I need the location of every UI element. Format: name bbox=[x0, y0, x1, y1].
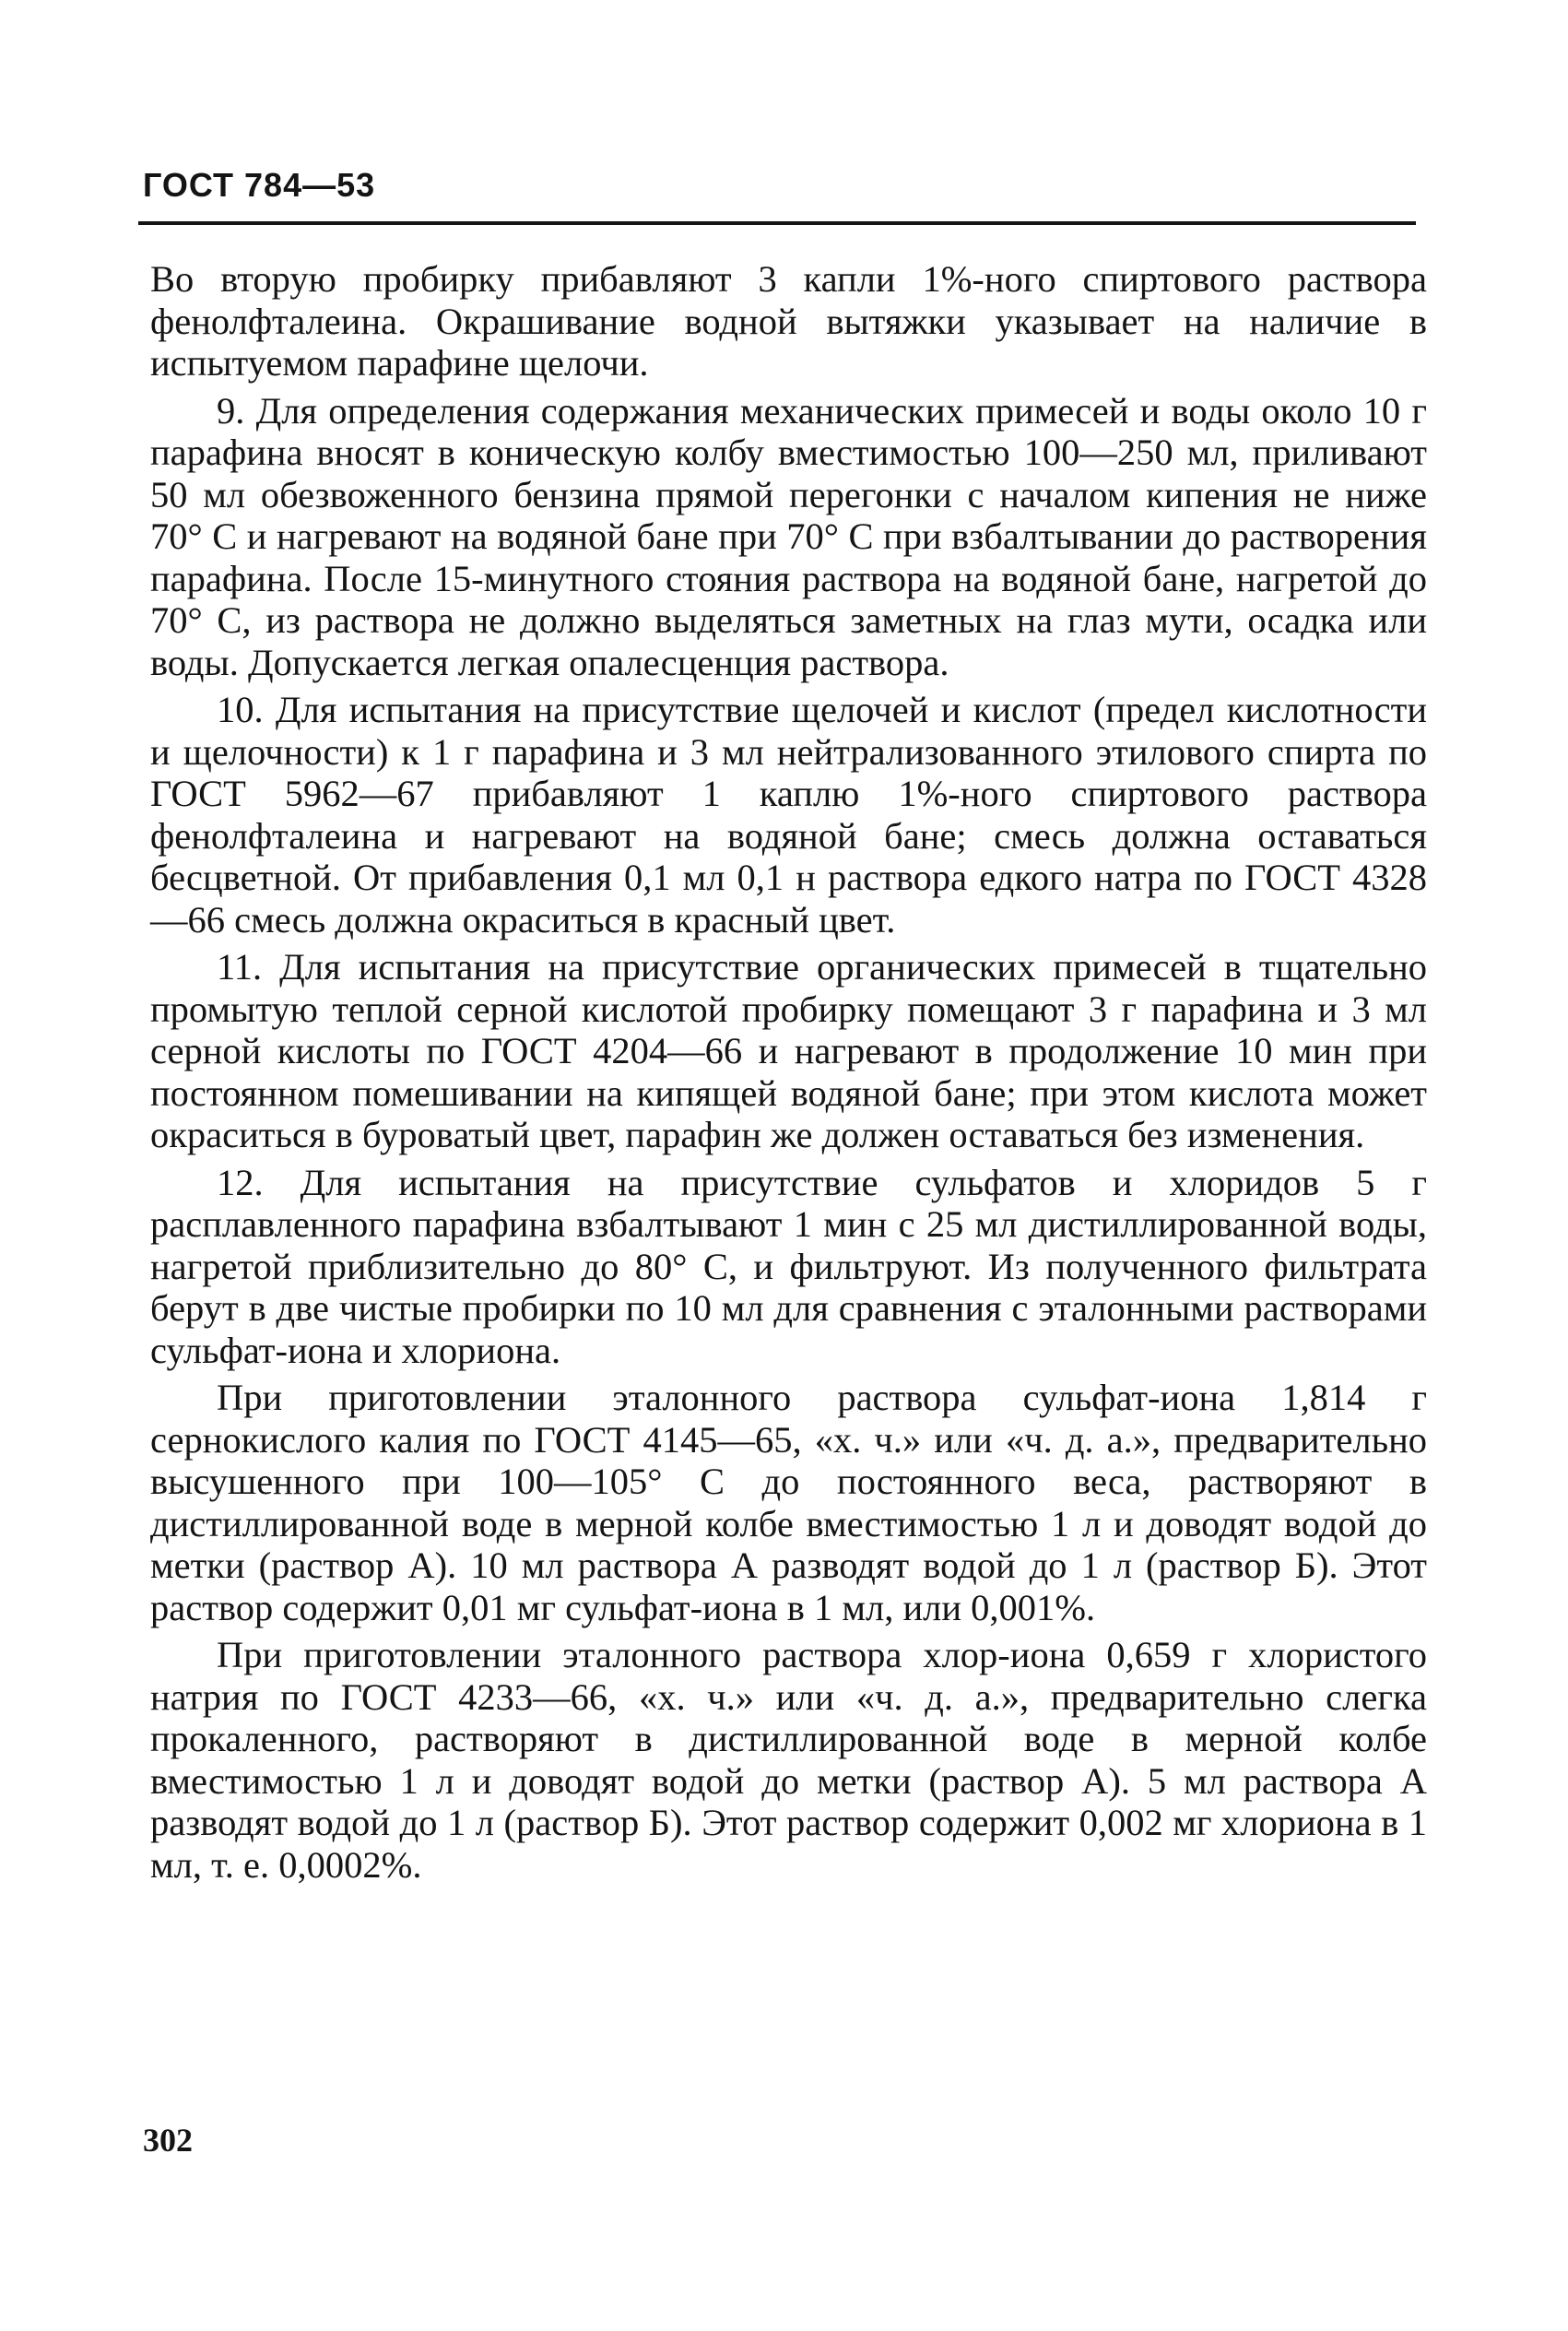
paragraph-10: 10. Для испытания на присутствие щелочей и кислот (предел кислотности и щелочности) к 1 г парафина и 3 мл нейтрализованного этилового спирта по ГОСТ 5962—67 прибавляют 1 каплю 1%-ного спиртового раствора фенолфталеина и нагревают на водяной бане; смесь должна оставаться бесцветной. От прибавления 0,1 мл 0,1 н раствора едкого натра по ГОСТ 4328—66 смесь должна окраситься в красный цвет. bbox=[150, 689, 1427, 941]
paragraph-12: 12. Для испытания на присутствие сульфатов и хлоридов 5 г расплавленного парафина взбалтывают 1 мин с 25 мл дистиллированной воды, нагретой приблизительно до 80° С, и фильтруют. Из полученного фильтрата берут в две чистые пробирки по 10 мл для сравнения с эталонными растворами сульфат-иона и хлориона. bbox=[150, 1161, 1427, 1371]
page-number: 302 bbox=[143, 2122, 193, 2159]
paragraph-9: 9. Для определения содержания механических примесей и воды около 10 г парафина вносят в коническую колбу вместимостью 100—250 мл, приливают 50 мл обезвоженного бензина прямой перегонки с началом кипения не ниже 70° С и нагревают на водяной бане при 70° С при взбалтывании до растворения парафина. После 15-минутного стояния раствора на водяной бане, нагретой до 70° С, из раствора не должно выделяться заметных на глаз мути, осадка или воды. Допускается легкая опалесценция раствора. bbox=[150, 389, 1427, 683]
paragraph-chloride-standard: При приготовлении эталонного раствора хлор-иона 0,659 г хлористого натрия по ГОСТ 4233—66, «х. ч.» или «ч. д. а.», предварительно слегка прокаленного, растворяют в дистиллированной воде в мерной колбе вместимостью 1 л и доводят водой до метки (раствор А). 5 мл раствора А разводят водой до 1 л (раствор Б). Этот раствор содержит 0,002 мг хлориона в 1 мл, т. е. 0,0002%. bbox=[150, 1634, 1427, 1886]
paragraph-11: 11. Для испытания на присутствие органических примесей в тщательно промытую теплой серной кислотой пробирку помещают 3 г парафина и 3 мл серной кислоты по ГОСТ 4204—66 и нагревают в продолжение 10 мин при постоянном помешивании на кипящей водяной бане; при этом кислота может окраситься в буроватый цвет, парафин же должен оставаться без изменения. bbox=[150, 946, 1427, 1155]
header-rule bbox=[138, 221, 1416, 225]
body-text bbox=[150, 258, 1427, 1891]
running-header: ГОСТ 784—53 bbox=[143, 166, 376, 204]
paragraph-continuation: Во вторую пробирку прибавляют 3 капли 1%-ного спиртового раствора фенолфталеина. Окрашивание водной вытяжки указывает на наличие в испытуемом парафине щелочи. bbox=[150, 258, 1427, 384]
paragraph-sulfate-standard: При приготовлении эталонного раствора сульфат-иона 1,814 г сернокислого калия по ГОСТ 4145—65, «х. ч.» или «ч. д. а.», предварительно высушенного при 100—105° С до постоянного веса, растворяют в дистиллированной воде в мерной колбе вместимостью 1 л и доводят водой до метки (раствор А). 10 мл раствора А разводят водой до 1 л (раствор Б). Этот раствор содержит 0,01 мг сульфат-иона в 1 мл, или 0,001%. bbox=[150, 1377, 1427, 1628]
